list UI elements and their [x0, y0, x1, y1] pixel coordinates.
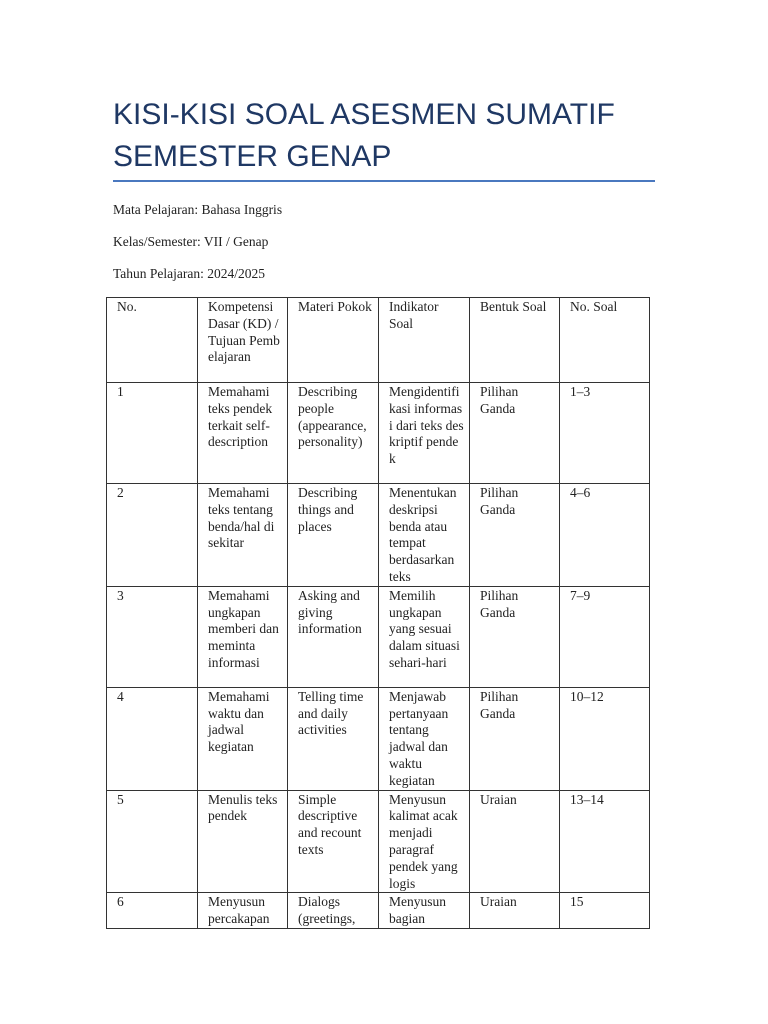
- academic-year-line: Tahun Pelajaran: 2024/2025: [113, 266, 266, 281]
- header-indikator-soal: Indikator Soal: [379, 298, 470, 383]
- table-row: [107, 383, 650, 484]
- cell-no-soal: 13–14: [560, 790, 650, 893]
- cell-bentuk-soal: Uraian: [470, 893, 560, 929]
- header-kompetensi-dasar: Kompetensi Dasar (KD) / Tujuan Pembelajaran: [198, 298, 288, 383]
- cell-indikator-soal: Menjawab pertanyaan tentang jadwal dan waktu kegiatan: [379, 687, 470, 790]
- table-row: [107, 687, 650, 790]
- cell-indikator-soal: Mengidentifikasi informasi dari teks deskriptif pendek: [379, 383, 470, 484]
- cell-indikator-soal: Menentukan deskripsi benda atau tempat berdasarkan teks: [379, 484, 470, 587]
- cell-kompetensi-dasar: Menulis teks pendek: [198, 790, 288, 893]
- cell-no-soal: 15: [560, 893, 650, 929]
- cell-materi-pokok: Simple descriptive and recount texts: [288, 790, 379, 893]
- cell-materi-pokok: Telling time and daily activities: [288, 687, 379, 790]
- cell-no: 2: [107, 484, 198, 587]
- cell-no-soal: 4–6: [560, 484, 650, 587]
- subject-line: Mata Pelajaran: Bahasa Inggris: [113, 202, 283, 217]
- cell-materi-pokok: Asking and giving information: [288, 586, 379, 687]
- table-row: [107, 586, 650, 687]
- table-row: [107, 893, 650, 929]
- cell-materi-pokok: Describing people (appearance, personality): [288, 383, 379, 484]
- cell-kompetensi-dasar: Memahami teks pendek terkait self-description: [198, 383, 288, 484]
- cell-materi-pokok: Dialogs (greetings,: [288, 893, 379, 929]
- header-no: No.: [107, 298, 198, 383]
- cell-kompetensi-dasar: Memahami ungkapan memberi dan meminta informasi: [198, 586, 288, 687]
- cell-kompetensi-dasar: Menyusun percakapan: [198, 893, 288, 929]
- cell-kompetensi-dasar: Memahami teks tentang benda/hal di sekitar: [198, 484, 288, 587]
- kisi-kisi-table: [106, 297, 650, 929]
- cell-no: 5: [107, 790, 198, 893]
- cell-no: 6: [107, 893, 198, 929]
- cell-indikator-soal: Menyusun kalimat acak menjadi paragraf pendek yang logis: [379, 790, 470, 893]
- header-materi-pokok: Materi Pokok: [288, 298, 379, 383]
- table-row: [107, 484, 650, 587]
- cell-bentuk-soal: Pilihan Ganda: [470, 687, 560, 790]
- cell-indikator-soal: Memilih ungkapan yang sesuai dalam situasi sehari-hari: [379, 586, 470, 687]
- cell-no: 4: [107, 687, 198, 790]
- cell-no: 3: [107, 586, 198, 687]
- class-semester-line: Kelas/Semester: VII / Genap: [113, 234, 269, 249]
- table-header-row: [107, 298, 650, 383]
- document-title: [113, 94, 658, 178]
- cell-bentuk-soal: Pilihan Ganda: [470, 586, 560, 687]
- cell-no-soal: 10–12: [560, 687, 650, 790]
- cell-no-soal: 7–9: [560, 586, 650, 687]
- cell-kompetensi-dasar: Memahami waktu dan jadwal kegiatan: [198, 687, 288, 790]
- cell-materi-pokok: Describing things and places: [288, 484, 379, 587]
- cell-bentuk-soal: Pilihan Ganda: [470, 484, 560, 587]
- cell-bentuk-soal: Uraian: [470, 790, 560, 893]
- header-no-soal: No. Soal: [560, 298, 650, 383]
- title-line-2: SEMESTER GENAP: [113, 140, 392, 173]
- cell-no: 1: [107, 383, 198, 484]
- title-line-1: KISI-KISI SOAL ASESMEN SUMATIF: [113, 98, 615, 131]
- cell-bentuk-soal: Pilihan Ganda: [470, 383, 560, 484]
- table-row: [107, 790, 650, 893]
- cell-no-soal: 1–3: [560, 383, 650, 484]
- header-bentuk-soal: Bentuk Soal: [470, 298, 560, 383]
- cell-indikator-soal: Menyusun bagian: [379, 893, 470, 929]
- title-underline: [113, 180, 655, 182]
